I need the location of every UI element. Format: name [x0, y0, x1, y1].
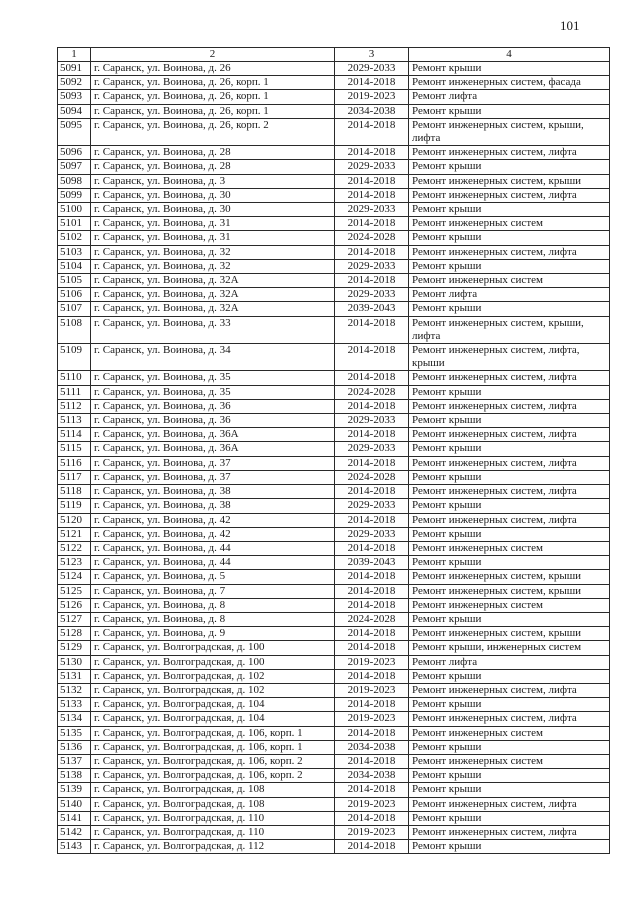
row-address: г. Саранск, ул. Воинова, д. 26, корп. 1 [91, 90, 335, 104]
row-number: 5117 [58, 470, 91, 484]
row-number: 5103 [58, 245, 91, 259]
row-work: Ремонт крыши [409, 499, 610, 513]
row-period: 2014-2018 [335, 840, 409, 854]
row-address: г. Саранск, ул. Воинова, д. 36А [91, 428, 335, 442]
table-row [58, 513, 610, 527]
row-work: Ремонт крыши [409, 612, 610, 626]
row-address: г. Саранск, ул. Воинова, д. 35 [91, 371, 335, 385]
row-period: 2029-2033 [335, 259, 409, 273]
column-header-work: 4 [409, 48, 610, 62]
row-period: 2019-2023 [335, 90, 409, 104]
row-work: Ремонт крыши [409, 527, 610, 541]
row-period: 2014-2018 [335, 485, 409, 499]
table-row [58, 840, 610, 854]
table-row [58, 399, 610, 413]
table-row [58, 541, 610, 555]
row-period: 2014-2018 [335, 726, 409, 740]
row-number: 5121 [58, 527, 91, 541]
row-address: г. Саранск, ул. Воинова, д. 9 [91, 627, 335, 641]
table-row [58, 288, 610, 302]
table-row [58, 754, 610, 768]
row-number: 5111 [58, 385, 91, 399]
row-number: 5123 [58, 556, 91, 570]
row-address: г. Саранск, ул. Воинова, д. 28 [91, 160, 335, 174]
row-work: Ремонт крыши [409, 811, 610, 825]
row-period: 2029-2033 [335, 499, 409, 513]
row-address: г. Саранск, ул. Волгоградская, д. 106, корп. 2 [91, 769, 335, 783]
row-period: 2014-2018 [335, 146, 409, 160]
row-number: 5095 [58, 118, 91, 145]
row-address: г. Саранск, ул. Воинова, д. 3 [91, 174, 335, 188]
row-number: 5140 [58, 797, 91, 811]
row-number: 5098 [58, 174, 91, 188]
table-row [58, 669, 610, 683]
row-period: 2014-2018 [335, 371, 409, 385]
row-period: 2014-2018 [335, 783, 409, 797]
row-work: Ремонт инженерных систем, крыши [409, 584, 610, 598]
table-row [58, 428, 610, 442]
row-period: 2014-2018 [335, 513, 409, 527]
row-work: Ремонт инженерных систем [409, 217, 610, 231]
row-address: г. Саранск, ул. Воинова, д. 30 [91, 203, 335, 217]
row-address: г. Саранск, ул. Воинова, д. 36 [91, 414, 335, 428]
table-row [58, 740, 610, 754]
table-row [58, 527, 610, 541]
row-number: 5141 [58, 811, 91, 825]
table-row [58, 683, 610, 697]
row-period: 2014-2018 [335, 627, 409, 641]
row-address: г. Саранск, ул. Воинова, д. 30 [91, 188, 335, 202]
row-number: 5109 [58, 344, 91, 371]
page-number: 101 [560, 18, 580, 33]
row-number: 5096 [58, 146, 91, 160]
row-period: 2014-2018 [335, 698, 409, 712]
column-header-number: 1 [58, 48, 91, 62]
table-row [58, 146, 610, 160]
row-period: 2014-2018 [335, 344, 409, 371]
table-row [58, 598, 610, 612]
row-period: 2029-2033 [335, 414, 409, 428]
row-number: 5092 [58, 76, 91, 90]
table-row [58, 442, 610, 456]
row-address: г. Саранск, ул. Волгоградская, д. 106, корп. 2 [91, 754, 335, 768]
row-period: 2014-2018 [335, 541, 409, 555]
table-row [58, 414, 610, 428]
row-address: г. Саранск, ул. Воинова, д. 44 [91, 556, 335, 570]
row-address: г. Саранск, ул. Воинова, д. 8 [91, 612, 335, 626]
table-row [58, 627, 610, 641]
row-address: г. Саранск, ул. Воинова, д. 32 [91, 259, 335, 273]
row-address: г. Саранск, ул. Воинова, д. 26, корп. 2 [91, 118, 335, 145]
row-number: 5113 [58, 414, 91, 428]
row-work: Ремонт инженерных систем, лифта [409, 188, 610, 202]
row-period: 2024-2028 [335, 612, 409, 626]
table-row [58, 385, 610, 399]
row-work: Ремонт инженерных систем, лифта, крыши [409, 344, 610, 371]
row-address: г. Саранск, ул. Волгоградская, д. 100 [91, 641, 335, 655]
row-work: Ремонт инженерных систем, крыши [409, 174, 610, 188]
column-header-address: 2 [91, 48, 335, 62]
row-period: 2014-2018 [335, 118, 409, 145]
row-work: Ремонт инженерных систем, лифта [409, 245, 610, 259]
row-address: г. Саранск, ул. Волгоградская, д. 110 [91, 811, 335, 825]
row-work: Ремонт инженерных систем, лифта [409, 683, 610, 697]
row-work: Ремонт крыши [409, 259, 610, 273]
row-number: 5112 [58, 399, 91, 413]
row-work: Ремонт инженерных систем, лифта [409, 428, 610, 442]
table-row [58, 118, 610, 145]
row-address: г. Саранск, ул. Воинова, д. 32А [91, 288, 335, 302]
row-work: Ремонт инженерных систем, лифта [409, 399, 610, 413]
column-header-period: 3 [335, 48, 409, 62]
row-address: г. Саранск, ул. Волгоградская, д. 110 [91, 825, 335, 839]
row-address: г. Саранск, ул. Воинова, д. 26, корп. 1 [91, 76, 335, 90]
row-period: 2014-2018 [335, 811, 409, 825]
table-row [58, 259, 610, 273]
row-number: 5102 [58, 231, 91, 245]
table-row [58, 188, 610, 202]
table-header-row [58, 48, 610, 62]
table-row [58, 584, 610, 598]
row-number: 5110 [58, 371, 91, 385]
row-address: г. Саранск, ул. Воинова, д. 31 [91, 231, 335, 245]
row-period: 2034-2038 [335, 740, 409, 754]
row-period: 2014-2018 [335, 428, 409, 442]
row-period: 2014-2018 [335, 174, 409, 188]
row-period: 2039-2043 [335, 302, 409, 316]
row-work: Ремонт крыши, инженерных систем [409, 641, 610, 655]
row-number: 5108 [58, 316, 91, 343]
row-address: г. Саранск, ул. Воинова, д. 37 [91, 470, 335, 484]
row-number: 5100 [58, 203, 91, 217]
row-period: 2024-2028 [335, 385, 409, 399]
row-work: Ремонт крыши [409, 442, 610, 456]
row-number: 5118 [58, 485, 91, 499]
row-period: 2014-2018 [335, 217, 409, 231]
table-row [58, 160, 610, 174]
row-work: Ремонт крыши [409, 203, 610, 217]
row-work: Ремонт крыши [409, 556, 610, 570]
row-work: Ремонт лифта [409, 655, 610, 669]
table-row [58, 726, 610, 740]
row-work: Ремонт инженерных систем, лифта [409, 797, 610, 811]
row-number: 5137 [58, 754, 91, 768]
row-address: г. Саранск, ул. Воинова, д. 32 [91, 245, 335, 259]
row-period: 2014-2018 [335, 245, 409, 259]
capital-repair-table [57, 47, 610, 854]
row-period: 2029-2033 [335, 527, 409, 541]
table-row [58, 769, 610, 783]
table-row [58, 811, 610, 825]
row-work: Ремонт инженерных систем, крыши, лифта [409, 118, 610, 145]
row-work: Ремонт инженерных систем, лифта [409, 825, 610, 839]
table-row [58, 783, 610, 797]
row-address: г. Саранск, ул. Воинова, д. 8 [91, 598, 335, 612]
row-address: г. Саранск, ул. Воинова, д. 32А [91, 274, 335, 288]
row-address: г. Саранск, ул. Воинова, д. 42 [91, 527, 335, 541]
table-row [58, 485, 610, 499]
table-row [58, 174, 610, 188]
row-period: 2029-2033 [335, 203, 409, 217]
row-address: г. Саранск, ул. Воинова, д. 26, корп. 1 [91, 104, 335, 118]
row-address: г. Саранск, ул. Воинова, д. 28 [91, 146, 335, 160]
row-address: г. Саранск, ул. Волгоградская, д. 100 [91, 655, 335, 669]
row-period: 2014-2018 [335, 274, 409, 288]
row-number: 5122 [58, 541, 91, 555]
row-address: г. Саранск, ул. Волгоградская, д. 108 [91, 783, 335, 797]
row-address: г. Саранск, ул. Воинова, д. 36А [91, 442, 335, 456]
row-number: 5107 [58, 302, 91, 316]
table-row [58, 570, 610, 584]
row-number: 5114 [58, 428, 91, 442]
table-row [58, 655, 610, 669]
row-address: г. Саранск, ул. Волгоградская, д. 102 [91, 683, 335, 697]
row-number: 5127 [58, 612, 91, 626]
row-number: 5133 [58, 698, 91, 712]
row-work: Ремонт инженерных систем, лифта [409, 513, 610, 527]
row-number: 5132 [58, 683, 91, 697]
row-period: 2014-2018 [335, 76, 409, 90]
row-address: г. Саранск, ул. Воинова, д. 38 [91, 499, 335, 513]
table-row [58, 344, 610, 371]
row-period: 2019-2023 [335, 797, 409, 811]
row-work: Ремонт инженерных систем [409, 754, 610, 768]
row-address: г. Саранск, ул. Волгоградская, д. 102 [91, 669, 335, 683]
table-row [58, 456, 610, 470]
row-work: Ремонт инженерных систем, лифта [409, 485, 610, 499]
row-address: г. Саранск, ул. Воинова, д. 26 [91, 62, 335, 76]
row-number: 5138 [58, 769, 91, 783]
table-row [58, 712, 610, 726]
row-work: Ремонт крыши [409, 62, 610, 76]
row-work: Ремонт крыши [409, 231, 610, 245]
row-work: Ремонт крыши [409, 698, 610, 712]
row-work: Ремонт крыши [409, 414, 610, 428]
row-work: Ремонт лифта [409, 288, 610, 302]
row-work: Ремонт крыши [409, 385, 610, 399]
row-work: Ремонт инженерных систем, крыши [409, 570, 610, 584]
row-number: 5143 [58, 840, 91, 854]
row-period: 2014-2018 [335, 641, 409, 655]
table-row [58, 90, 610, 104]
row-work: Ремонт крыши [409, 470, 610, 484]
row-address: г. Саранск, ул. Волгоградская, д. 106, корп. 1 [91, 740, 335, 754]
row-period: 2014-2018 [335, 316, 409, 343]
row-period: 2019-2023 [335, 712, 409, 726]
row-period: 2019-2023 [335, 825, 409, 839]
row-period: 2014-2018 [335, 399, 409, 413]
row-work: Ремонт инженерных систем, крыши [409, 627, 610, 641]
table-row [58, 371, 610, 385]
row-work: Ремонт крыши [409, 840, 610, 854]
table-body [58, 48, 610, 854]
row-number: 5091 [58, 62, 91, 76]
table-row [58, 231, 610, 245]
row-work: Ремонт инженерных систем [409, 541, 610, 555]
row-work: Ремонт крыши [409, 160, 610, 174]
row-period: 2014-2018 [335, 570, 409, 584]
table-row [58, 316, 610, 343]
table-row [58, 470, 610, 484]
row-period: 2014-2018 [335, 669, 409, 683]
row-address: г. Саранск, ул. Воинова, д. 7 [91, 584, 335, 598]
table-row [58, 245, 610, 259]
row-number: 5135 [58, 726, 91, 740]
table-row [58, 612, 610, 626]
table-row [58, 499, 610, 513]
row-period: 2024-2028 [335, 470, 409, 484]
row-period: 2029-2033 [335, 62, 409, 76]
row-period: 2014-2018 [335, 584, 409, 598]
row-work: Ремонт инженерных систем [409, 274, 610, 288]
row-number: 5134 [58, 712, 91, 726]
row-number: 5093 [58, 90, 91, 104]
table-row [58, 217, 610, 231]
row-number: 5094 [58, 104, 91, 118]
row-address: г. Саранск, ул. Волгоградская, д. 108 [91, 797, 335, 811]
row-work: Ремонт инженерных систем, лифта [409, 456, 610, 470]
row-number: 5130 [58, 655, 91, 669]
table-row [58, 556, 610, 570]
row-number: 5104 [58, 259, 91, 273]
row-period: 2014-2018 [335, 754, 409, 768]
row-work: Ремонт крыши [409, 783, 610, 797]
row-work: Ремонт крыши [409, 302, 610, 316]
row-number: 5125 [58, 584, 91, 598]
row-number: 5097 [58, 160, 91, 174]
row-period: 2029-2033 [335, 160, 409, 174]
row-work: Ремонт крыши [409, 669, 610, 683]
table-row [58, 641, 610, 655]
row-number: 5099 [58, 188, 91, 202]
row-number: 5120 [58, 513, 91, 527]
row-number: 5128 [58, 627, 91, 641]
row-work: Ремонт инженерных систем [409, 598, 610, 612]
row-address: г. Саранск, ул. Воинова, д. 37 [91, 456, 335, 470]
row-number: 5124 [58, 570, 91, 584]
table-row [58, 698, 610, 712]
row-period: 2019-2023 [335, 655, 409, 669]
row-address: г. Саранск, ул. Волгоградская, д. 104 [91, 698, 335, 712]
row-address: г. Саранск, ул. Воинова, д. 42 [91, 513, 335, 527]
row-period: 2029-2033 [335, 442, 409, 456]
row-address: г. Саранск, ул. Волгоградская, д. 104 [91, 712, 335, 726]
row-work: Ремонт крыши [409, 740, 610, 754]
row-period: 2024-2028 [335, 231, 409, 245]
row-address: г. Саранск, ул. Воинова, д. 34 [91, 344, 335, 371]
row-work: Ремонт инженерных систем, фасада [409, 76, 610, 90]
row-number: 5139 [58, 783, 91, 797]
row-address: г. Саранск, ул. Воинова, д. 31 [91, 217, 335, 231]
row-address: г. Саранск, ул. Воинова, д. 44 [91, 541, 335, 555]
table-row [58, 104, 610, 118]
row-address: г. Саранск, ул. Воинова, д. 32А [91, 302, 335, 316]
table-row [58, 274, 610, 288]
row-period: 2014-2018 [335, 598, 409, 612]
row-number: 5106 [58, 288, 91, 302]
row-number: 5101 [58, 217, 91, 231]
row-address: г. Саранск, ул. Волгоградская, д. 112 [91, 840, 335, 854]
row-work: Ремонт инженерных систем, лифта [409, 146, 610, 160]
row-period: 2034-2038 [335, 769, 409, 783]
row-number: 5136 [58, 740, 91, 754]
row-period: 2019-2023 [335, 683, 409, 697]
row-period: 2014-2018 [335, 456, 409, 470]
row-number: 5131 [58, 669, 91, 683]
row-work: Ремонт инженерных систем, лифта [409, 371, 610, 385]
row-work: Ремонт крыши [409, 769, 610, 783]
table-row [58, 797, 610, 811]
row-period: 2034-2038 [335, 104, 409, 118]
row-work: Ремонт инженерных систем [409, 726, 610, 740]
row-work: Ремонт инженерных систем, крыши, лифта [409, 316, 610, 343]
row-period: 2039-2043 [335, 556, 409, 570]
row-number: 5126 [58, 598, 91, 612]
row-address: г. Саранск, ул. Воинова, д. 5 [91, 570, 335, 584]
row-period: 2014-2018 [335, 188, 409, 202]
row-period: 2029-2033 [335, 288, 409, 302]
row-number: 5142 [58, 825, 91, 839]
row-address: г. Саранск, ул. Воинова, д. 35 [91, 385, 335, 399]
row-number: 5119 [58, 499, 91, 513]
row-address: г. Саранск, ул. Волгоградская, д. 106, корп. 1 [91, 726, 335, 740]
row-number: 5129 [58, 641, 91, 655]
row-number: 5116 [58, 456, 91, 470]
row-address: г. Саранск, ул. Воинова, д. 33 [91, 316, 335, 343]
row-number: 5105 [58, 274, 91, 288]
table-row [58, 62, 610, 76]
table-row [58, 76, 610, 90]
table-row [58, 302, 610, 316]
row-address: г. Саранск, ул. Воинова, д. 38 [91, 485, 335, 499]
row-work: Ремонт крыши [409, 104, 610, 118]
row-address: г. Саранск, ул. Воинова, д. 36 [91, 399, 335, 413]
table-row [58, 203, 610, 217]
row-work: Ремонт инженерных систем, лифта [409, 712, 610, 726]
row-work: Ремонт лифта [409, 90, 610, 104]
row-number: 5115 [58, 442, 91, 456]
table-row [58, 825, 610, 839]
